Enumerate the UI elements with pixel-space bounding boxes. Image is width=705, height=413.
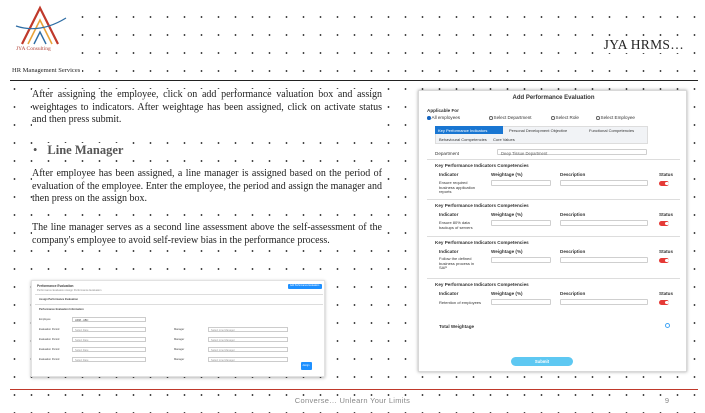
radio-select-department[interactable]: Select Department <box>489 115 532 120</box>
col-description: Description <box>560 212 586 217</box>
modal-title: Add Performance Evaluation <box>512 95 595 101</box>
shot1-row-label: Manager <box>174 328 185 331</box>
bullet-heading: Line Manager <box>47 143 124 157</box>
kpi-section-title: Key Performance Indicators Competencies <box>435 163 529 168</box>
shot1-row-label: Manager <box>174 358 185 361</box>
radio-icon <box>489 116 493 120</box>
bullet-icon: • <box>33 143 38 157</box>
shot1-subsection: Performance Evaluation Information <box>39 308 84 311</box>
indicator-label: Ensure 80% data backups of servers <box>439 220 473 230</box>
shot1-manager-select[interactable]: Select Line Manager <box>208 347 288 352</box>
department-select[interactable]: Deep Tissue Department <box>497 149 647 155</box>
radio-selected-icon <box>427 116 431 120</box>
shot1-date-input[interactable]: Select Date <box>72 347 146 352</box>
col-weightage: Weightage (%) <box>491 172 523 177</box>
col-description: Description <box>560 172 586 177</box>
add-performance-evaluation-screenshot <box>418 90 687 372</box>
col-status: Status <box>659 172 674 177</box>
status-toggle[interactable] <box>659 258 669 263</box>
assign-evaluation-screenshot <box>31 280 325 377</box>
footer-divider <box>10 389 698 390</box>
brand-title: JYA HRMS… <box>601 37 687 53</box>
col-description: Description <box>560 249 586 254</box>
header-divider <box>10 80 698 81</box>
status-toggle[interactable] <box>659 221 669 226</box>
logo-text: JYA Consulting <box>16 46 51 52</box>
shot1-row-label: Manager <box>174 348 185 351</box>
col-indicator: Indicator <box>439 249 459 254</box>
shot1-row-label: Evaluation Period <box>39 348 60 351</box>
shot1-manager-select[interactable]: Select Line Manager <box>208 327 288 332</box>
tab-behavioural-competencies[interactable]: Behavioural Competencies <box>439 137 487 142</box>
col-status: Status <box>659 291 674 296</box>
tab-functional-competencies[interactable]: Functional Competencies <box>589 128 635 133</box>
radio-all-employees[interactable]: All employees <box>427 115 460 120</box>
kpi-section-title: Key Performance Indicators Competencies <box>435 240 529 245</box>
shot1-row-label: Manager <box>174 338 185 341</box>
paragraph-assign-weightage: After assigning the employee, click on add performance valuation box and assign weightages to indicators. After weightage has been assigned, click on activate status and then press submit. <box>32 89 382 126</box>
shot1-assign-button[interactable]: Assign <box>301 362 312 370</box>
shot1-row-label: Employee <box>39 318 51 321</box>
shot1-section: Assign Performance Evaluation <box>39 298 79 301</box>
col-status: Status <box>659 212 674 217</box>
shot1-breadcrumb: Performance Evaluation Assign Performance Evaluation <box>37 289 102 292</box>
shot1-row-label: Evaluation Period <box>39 338 60 341</box>
header-subtitle: HR Management Services <box>12 67 81 74</box>
col-weightage: Weightage (%) <box>491 291 523 296</box>
shot1-title: Performance Evaluation <box>37 284 74 288</box>
col-indicator: Indicator <box>439 212 459 217</box>
tab-core-values[interactable]: Core Values <box>493 137 515 142</box>
kpi-section-title: Key Performance Indicators Competencies <box>435 203 529 208</box>
col-indicator: Indicator <box>439 291 459 296</box>
indicator-label: Ensure required business application reports <box>439 180 476 195</box>
indicator-label: Retention of employees <box>439 300 482 305</box>
indicator-label: Follow the defined business process in SAP <box>439 256 475 271</box>
weightage-input[interactable] <box>491 180 551 186</box>
description-input[interactable] <box>560 180 648 186</box>
weightage-input[interactable] <box>491 220 551 226</box>
paragraph-line-manager: After employee has been assigned, a line manager is assigned based on the period of evaluation of the employee. Enter the employee, the period and assign the manager and then press on the assign box. <box>32 168 382 205</box>
paragraph-second-line: The line manager serves as a second line assessment above the self-assessment of the company's employee to avoid self-review bias in the performance process. <box>32 222 382 246</box>
description-input[interactable] <box>560 299 648 305</box>
shot1-manager-select[interactable]: Select Line Manager <box>208 337 288 342</box>
shot1-date-input[interactable]: Select Date <box>72 357 146 362</box>
total-weightage-label: Total Weightage <box>439 324 475 329</box>
kpi-section-title: Key Performance Indicators Competencies <box>435 282 529 287</box>
radio-select-role[interactable]: Select Role <box>551 115 579 120</box>
add-row-icon[interactable] <box>665 323 670 328</box>
bullet-line-manager <box>33 143 127 158</box>
shot1-date-input[interactable]: Select Date <box>72 327 146 332</box>
tab-personal-development[interactable]: Personal Development Objective <box>509 128 568 133</box>
weightage-input[interactable] <box>491 299 551 305</box>
radio-select-employee[interactable]: Select Employee <box>596 115 635 120</box>
logo-mark-icon <box>12 4 72 48</box>
col-weightage: Weightage (%) <box>491 212 523 217</box>
status-toggle[interactable] <box>659 300 669 305</box>
shot1-row-label: Evaluation Period <box>39 328 60 331</box>
weightage-input[interactable] <box>491 257 551 263</box>
status-toggle[interactable] <box>659 181 669 186</box>
radio-icon <box>596 116 600 120</box>
radio-icon <box>551 116 555 120</box>
footer-tagline: Converse… Unlearn Your Limits <box>294 396 411 405</box>
col-description: Description <box>560 291 586 296</box>
shot1-row-label: Evaluation Period <box>39 358 60 361</box>
description-input[interactable] <box>560 257 648 263</box>
submit-button[interactable]: Submit <box>511 357 573 366</box>
applicable-for-label: Applicable For <box>427 108 459 113</box>
col-status: Status <box>659 249 674 254</box>
tab-kpi[interactable]: Key Performance Indicators <box>435 126 503 134</box>
department-label: Department <box>435 151 460 156</box>
shot1-employee-input[interactable]: HRM - ABC <box>72 317 146 322</box>
description-input[interactable] <box>560 220 648 226</box>
shot1-date-input[interactable]: Select Date <box>72 337 146 342</box>
shot1-manager-select[interactable]: Select Line Manager <box>208 357 288 362</box>
shot1-add-button[interactable]: Add Performance Evaluation <box>288 284 322 289</box>
page-number: 9 <box>664 396 669 405</box>
col-weightage: Weightage (%) <box>491 249 523 254</box>
company-logo <box>12 4 72 58</box>
col-indicator: Indicator <box>439 172 459 177</box>
